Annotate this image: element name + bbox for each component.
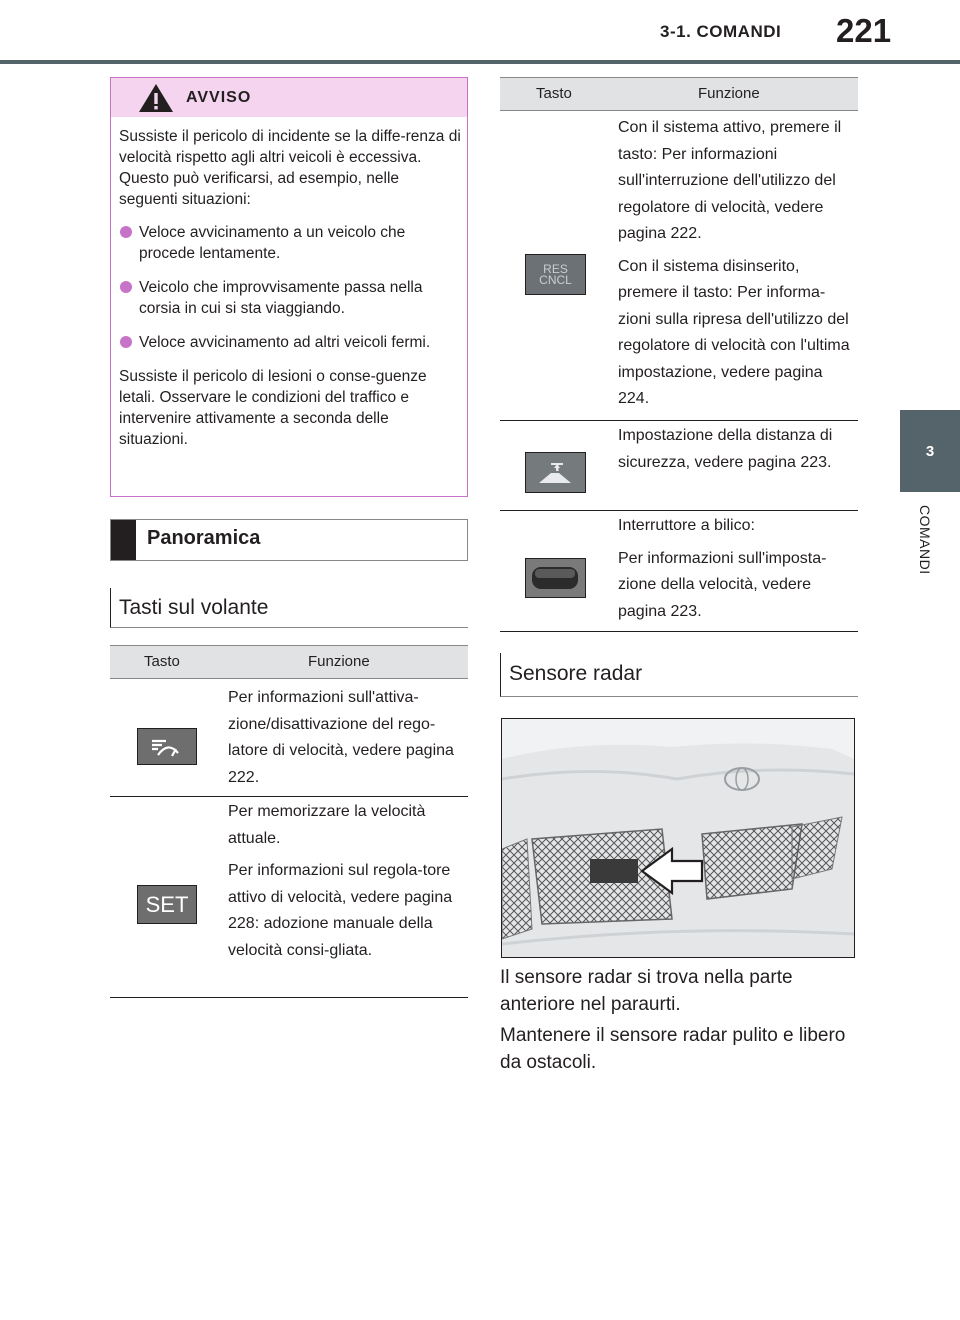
warning-outro: Sussiste il pericolo di lesioni o conse-guenze letali. Osservare le condizioni del traffico e intervenire attivamente a seconda delle situazioni. [119, 368, 427, 448]
column-header-function: Funzione [308, 653, 370, 670]
warning-body [119, 126, 461, 462]
function-text: Con il sistema attivo, premere il tasto: Per informazioni sull'interruzione dell'utilizzo del regolatore di velocità, vedere pagina 222. [618, 119, 842, 242]
chapter-number: 3 [925, 442, 935, 460]
function-text: Per informazioni sul regola-tore attivo di velocità, vedere pagina 228: adozione manuale della velocità consi-gliata. [228, 862, 453, 959]
table-left-header [110, 645, 468, 679]
distance-button[interactable] [525, 452, 586, 493]
function-text: Per memorizzare la velocità attuale. [228, 803, 426, 847]
warning-header [111, 78, 467, 117]
button-label: RES [543, 261, 568, 276]
cruise-control-icon [138, 729, 195, 763]
row-divider [500, 420, 858, 421]
header-rule [0, 60, 960, 64]
warning-triangle-icon [138, 83, 174, 113]
res-cncl-button[interactable] [525, 254, 586, 295]
page-number: 221 [836, 12, 892, 49]
radar-sensor-illustration [501, 718, 855, 958]
row-divider [110, 796, 468, 797]
column-header-function: Funzione [698, 85, 760, 102]
function-text: Per informazioni sull'imposta-zione della velocità, vedere pagina 223. [618, 549, 827, 620]
function-text: Interruttore a bilico: [618, 517, 755, 534]
cruise-control-button[interactable] [137, 728, 197, 765]
warning-bullet: Veloce avvicinamento a un veicolo che procede lentamente. [119, 222, 461, 264]
subsection-heading-radar [500, 653, 858, 697]
warning-box [110, 77, 468, 497]
column-header-key: Tasto [536, 85, 572, 102]
function-text: Per informazioni sull'attiva-zione/disattivazione del rego-latore di velocità, vedere pagina 222. [228, 689, 454, 786]
chapter-tab[interactable] [900, 410, 960, 492]
radar-paragraph-1: Il sensore radar si trova nella parte anteriore nel paraurti. [500, 967, 793, 1015]
table-row [618, 115, 858, 419]
warning-bullet: Veicolo che improvvisamente passa nella corsia in cui si sta viaggiando. [119, 277, 461, 319]
row-divider [110, 997, 468, 998]
rocker-switch-button[interactable] [525, 558, 586, 598]
button-label: CNCL [539, 272, 572, 287]
subsection-heading-text: Tasti sul volante [119, 596, 269, 619]
table-row [618, 513, 858, 631]
section-heading-bar [111, 520, 136, 560]
chapter-label: COMANDI [917, 505, 933, 575]
warning-title: AVVISO [186, 89, 252, 106]
distance-icon [526, 453, 584, 491]
section-heading-panoramica [110, 519, 468, 561]
radar-paragraph-2: Mantenere il sensore radar pulito e libero da ostacoli. [500, 1025, 846, 1073]
function-text: Con il sistema disinserito, premere il tasto: Per informa-zioni sulla ripresa dell'utilizzo del regolatore di velocità con l'ultima impostazione, vedere pagina 224. [618, 257, 850, 407]
car-front-illustration [502, 719, 854, 957]
section-title-header: 3-1. COMANDI [660, 22, 782, 41]
rocker-switch-icon [526, 559, 584, 596]
section-heading-text: Panoramica [147, 527, 261, 549]
subsection-heading-text: Sensore radar [509, 662, 643, 685]
row-divider [500, 631, 858, 632]
warning-bullet: Veloce avvicinamento ad altri veicoli fermi. [119, 332, 461, 353]
column-header-key: Tasto [144, 653, 180, 670]
set-button[interactable]: SET [137, 885, 197, 924]
row-divider [500, 510, 858, 511]
table-row [618, 423, 858, 482]
table-row [228, 685, 466, 797]
subsection-heading-buttons [110, 588, 468, 628]
table-row [228, 799, 466, 970]
warning-intro: Sussiste il pericolo di incidente se la diffe-renza di velocità rispetto agli altri veicoli è eccessiva. Questo può verificarsi, ad esempio, nelle seguenti situazioni: [119, 128, 461, 208]
table-right-header [500, 77, 858, 111]
function-text: Impostazione della distanza di sicurezza, vedere pagina 223. [618, 427, 833, 471]
